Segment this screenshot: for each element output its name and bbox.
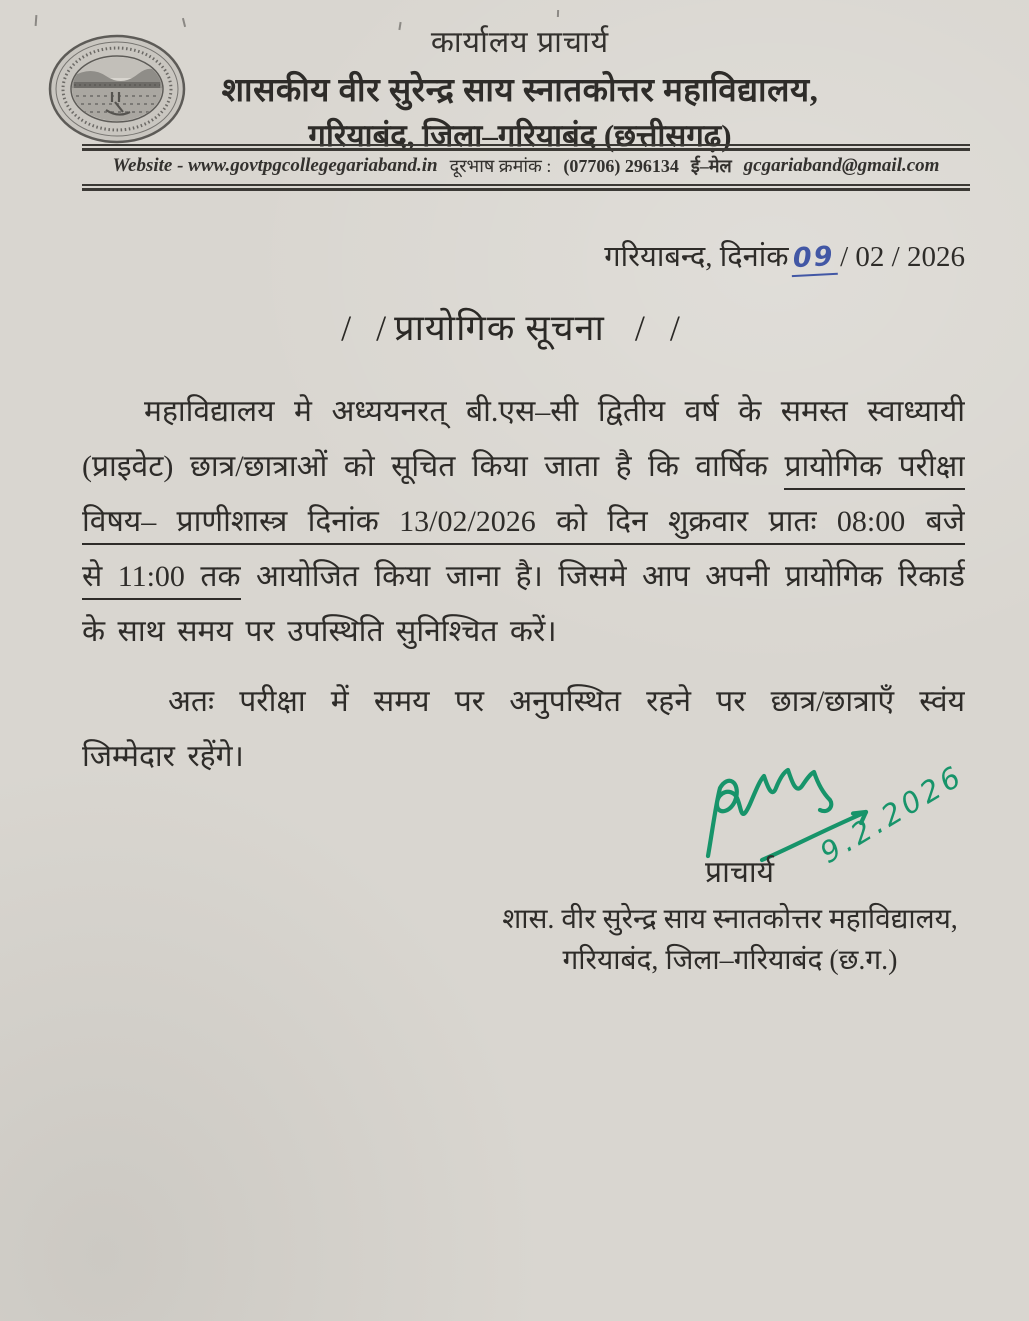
college-seal-icon: [46, 32, 188, 146]
signatory-org-line2: गरियाबंद, जिला–गरियाबंद (छ.ग.): [562, 945, 898, 976]
body-line: [82, 498, 965, 553]
notice-title: [0, 302, 1029, 351]
signatory-designation: प्राचार्य: [705, 856, 775, 889]
college-address: गरियाबंद, जिला–गरियाबंद (छत्तीसगढ़): [308, 118, 732, 153]
title-close-slashes: / /: [634, 308, 688, 348]
title-open-slashes: / /: [341, 308, 395, 348]
body-line: से 11:00 तक आयोजित किया जाना है। जिसमे आप अपनी प्रायोगिक रिकार्ड: [82, 553, 965, 608]
email-label: ई–मेल: [690, 156, 732, 176]
letterhead: [170, 20, 870, 156]
signatory-org-line1: शास. वीर सुरेन्द्र साय स्नातकोत्तर महाविद्यालय,: [502, 904, 958, 935]
handwritten-day: 09: [790, 241, 837, 277]
signature-scribble: [708, 770, 831, 856]
underlined-text: विषय– प्राणीशास्त्र दिनांक 13/02/2026 को दिन शुक्रवार प्रातः 08:00 बजे: [82, 505, 965, 545]
dateline: [604, 236, 965, 276]
phone-number: (07706) 296134: [563, 155, 679, 176]
scan-artifact-mark: [557, 10, 559, 17]
body-line: महाविद्यालय मे अध्ययनरत् बी.एस–सी द्वितीय वर्ष के समस्त स्वाध्यायी: [144, 395, 965, 428]
dateline-prefix: गरियाबन्द, दिनांक: [604, 241, 789, 273]
website-text: Website - www.govtpgcollegegariaband.in: [112, 155, 438, 176]
body-line: जिम्मेदार रहेंगे।: [82, 740, 244, 773]
body-line: के साथ समय पर उपस्थिति सुनिश्चित करें।: [82, 615, 557, 648]
title-text: प्रायोगिक सूचना: [394, 308, 605, 348]
scan-artifact-mark: [35, 15, 38, 26]
handwritten-signature-date: 9.2.2026: [814, 758, 970, 871]
underlined-text: से 11:00 तक: [82, 560, 241, 600]
notice-body: [82, 388, 965, 788]
divider-rule-bottom: [82, 184, 970, 191]
body-line: (प्राइवेट) छात्र/छात्राओं को सूचित किया जाता है कि वार्षिक प्रायोगिक परीक्षा: [82, 443, 965, 498]
body-line: अतः परीक्षा में समय पर अनुपस्थित रहने पर छात्र/छात्राएँ स्वंय: [168, 685, 965, 718]
email-address: gcgariaband@gmail.com: [743, 155, 940, 176]
college-name: शासकीय वीर सुरेन्द्र साय स्नातकोत्तर महाविद्यालय,: [221, 73, 819, 109]
signature-block: [480, 850, 980, 978]
phone-label: दूरभाष क्रमांक :: [449, 156, 552, 176]
office-title: कार्यालय प्राचार्य: [430, 26, 610, 59]
underlined-text: प्रायोगिक परीक्षा: [784, 450, 965, 490]
contact-bar: [82, 150, 970, 182]
dateline-rest: / 02 / 2026: [840, 241, 965, 273]
